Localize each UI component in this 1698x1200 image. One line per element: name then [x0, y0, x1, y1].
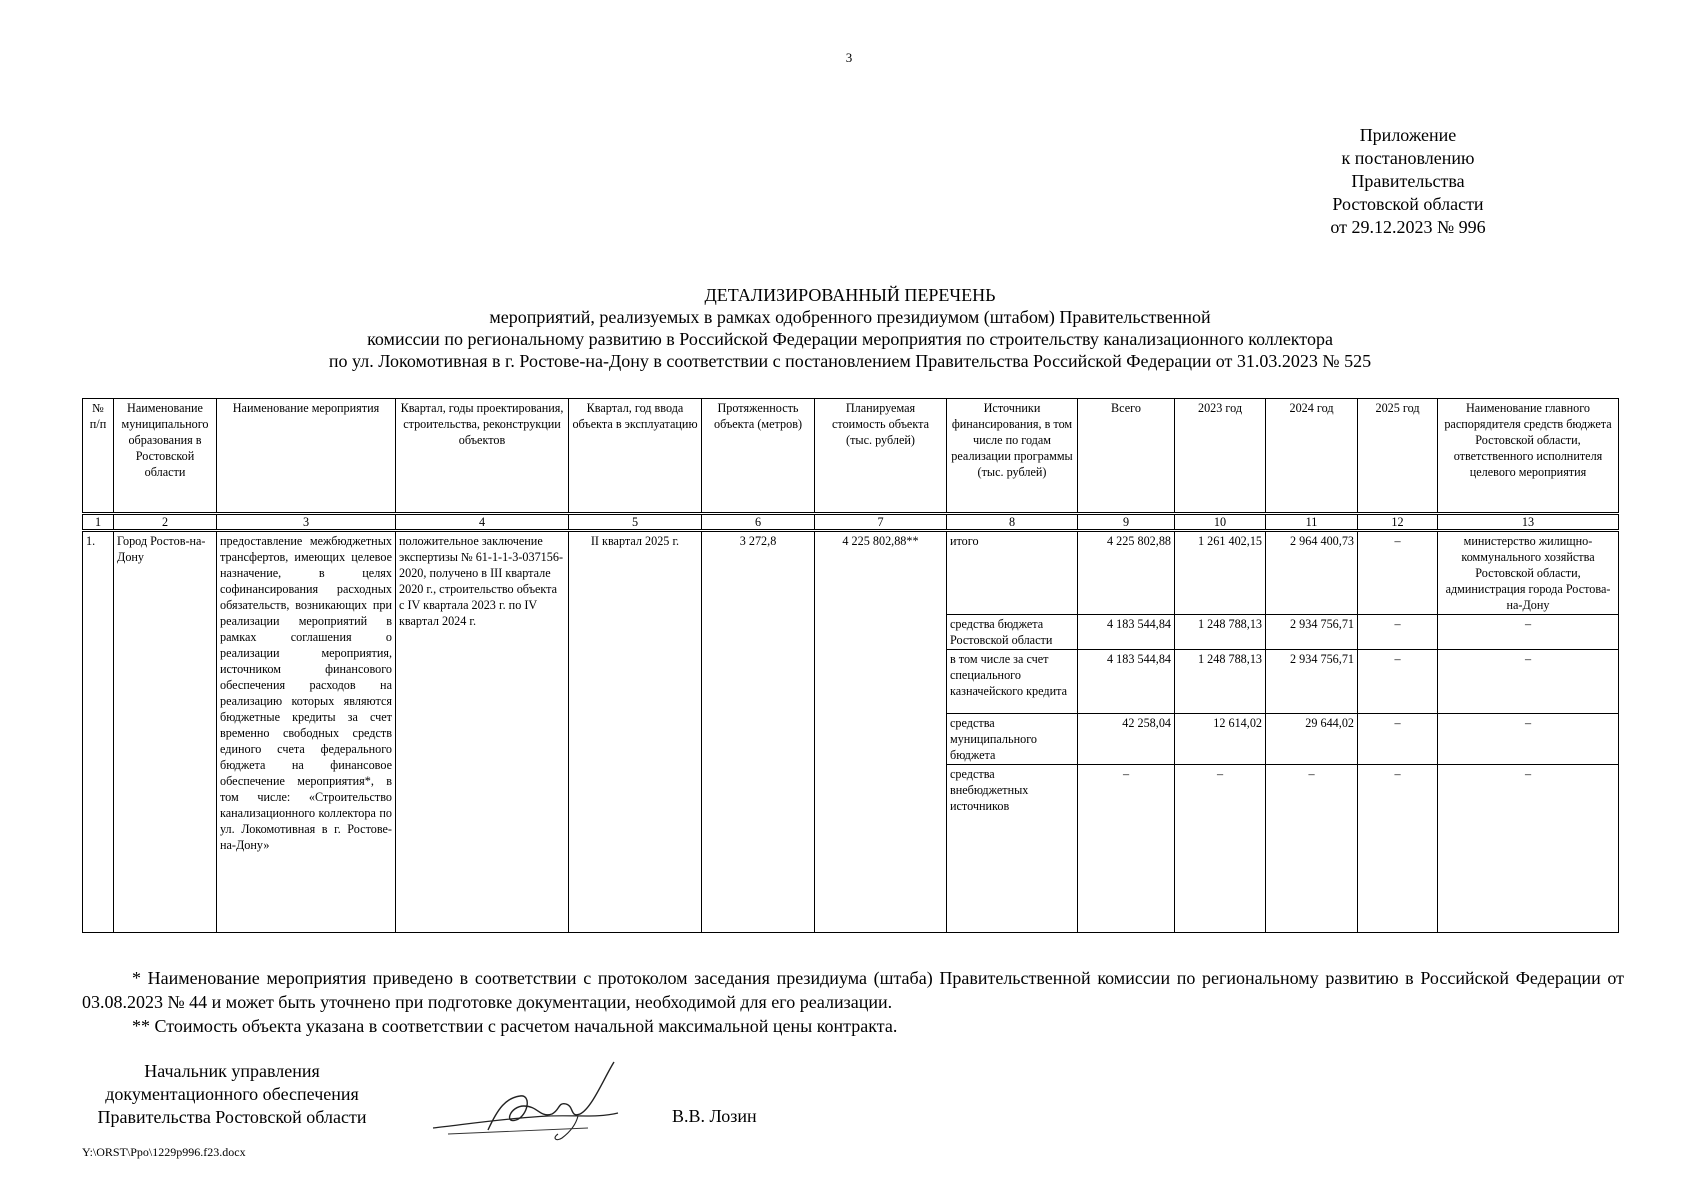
cell-executor: –	[1438, 615, 1619, 650]
col-header-total: Всего	[1078, 399, 1175, 514]
cell-2024: 29 644,02	[1266, 714, 1358, 765]
col-header-length: Протяженность объекта (метров)	[702, 399, 815, 514]
col-number: 6	[702, 514, 815, 531]
cell-2024: 2 934 756,71	[1266, 650, 1358, 714]
col-number: 1	[83, 514, 114, 531]
cell-total: 4 225 802,88	[1078, 531, 1175, 615]
handwritten-signature	[428, 1058, 638, 1148]
document-title	[80, 284, 1620, 372]
footnote-2: ** Стоимость объекта указана в соответствии с расчетом начальной максимальной цены контракта.	[132, 1016, 898, 1036]
cell-2024: 2 964 400,73	[1266, 531, 1358, 615]
col-number: 12	[1358, 514, 1438, 531]
cell-2023: 1 261 402,15	[1175, 531, 1266, 615]
file-path: Y:\ORST\Ppo\1229p996.f23.docx	[82, 1145, 246, 1159]
appendix-line: Правительства	[1351, 171, 1465, 191]
footnotes	[82, 966, 1624, 1038]
cell-executor: министерство жилищно-коммунального хозяйства Ростовской области, администрация города Ростова-на-Дону	[1438, 531, 1619, 615]
cell-total: 4 183 544,84	[1078, 650, 1175, 714]
title-line: по ул. Локомотивная в г. Ростове-на-Дону в соответствии с постановлением Правительства Российской Федерации от 31.03.2023 № 525	[328, 351, 1372, 371]
cell-2023: 12 614,02	[1175, 714, 1266, 765]
appendix-line: Ростовской области	[1332, 194, 1484, 214]
cell-2023: 1 248 788,13	[1175, 615, 1266, 650]
signer-title-line: Начальник управления	[144, 1061, 320, 1081]
cell-measure: предоставление межбюджетных трансфертов, имеющих целевое назначение, в целях софинансирования расходных обязательств, возникающих при реализации мероприятий в рамках соглашения о реализации мероприятия, источником финансового обеспечения расходов на реализацию которых являются бюджетные кредиты за счет временно свободных средств единого счета федерального бюджета на финансовое обеспечение мероприятия*, в том числе: «Строительство канализационного коллектора по ул. Локомотивная в г. Ростове-на-Дону»	[217, 531, 396, 933]
cell-total: 4 183 544,84	[1078, 615, 1175, 650]
cell-executor: –	[1438, 650, 1619, 714]
col-header-cost: Планируемая стоимость объекта (тыс. рублей)	[815, 399, 947, 514]
cell-2023: 1 248 788,13	[1175, 650, 1266, 714]
appendix-line: к постановлению	[1341, 148, 1475, 168]
col-header-municipality: Наименование муниципального образования в Ростовской области	[114, 399, 217, 514]
cell-source-name: итого	[947, 531, 1078, 615]
cell-total: 42 258,04	[1078, 714, 1175, 765]
col-number: 9	[1078, 514, 1175, 531]
cell-2025: –	[1358, 531, 1438, 615]
appendix-line: Приложение	[1359, 125, 1457, 145]
appendix-block	[1288, 124, 1528, 239]
col-header-periods: Квартал, годы проектирования, строительства, реконструкции объектов	[396, 399, 569, 514]
cell-2025: –	[1358, 765, 1438, 933]
cell-source-name: средства бюджета Ростовской области	[947, 615, 1078, 650]
footnote-1: * Наименование мероприятия приведено в соответствии с протоколом заседания президиума (штаба) Правительственной комиссии по региональному развитию в Российской Федерации от 03.08.2023 № 44 и может быть уточнено при подготовке документации, необходимой для его реализации.	[82, 968, 1624, 1012]
col-header-executor: Наименование главного распорядителя средств бюджета Ростовской области, ответственного исполнителя целевого мероприятия	[1438, 399, 1619, 514]
cell-commissioning: II квартал 2025 г.	[569, 531, 702, 933]
title-line: мероприятий, реализуемых в рамках одобренного президиумом (штабом) Правительственной	[489, 307, 1211, 327]
signer-name: В.В. Лозин	[672, 1106, 757, 1126]
col-header-2024: 2024 год	[1266, 399, 1358, 514]
appendix-line: от 29.12.2023 № 996	[1330, 217, 1486, 237]
measures-table	[82, 398, 1619, 933]
col-number: 3	[217, 514, 396, 531]
col-header-sources: Источники финансирования, в том числе по годам реализации программы (тыс. рублей)	[947, 399, 1078, 514]
cell-source-name: в том числе за счет специального казначейского кредита	[947, 650, 1078, 714]
cell-cost: 4 225 802,88**	[815, 531, 947, 933]
col-number: 5	[569, 514, 702, 531]
cell-2025: –	[1358, 650, 1438, 714]
cell-municipality: Город Ростов-на-Дону	[114, 531, 217, 933]
cell-executor: –	[1438, 714, 1619, 765]
page-number: 3	[845, 50, 853, 65]
col-number: 8	[947, 514, 1078, 531]
cell-2024: –	[1266, 765, 1358, 933]
cell-2025: –	[1358, 615, 1438, 650]
signer-title-line: Правительства Ростовской области	[97, 1107, 367, 1127]
header-row	[83, 399, 1619, 514]
col-number: 4	[396, 514, 569, 531]
col-number: 11	[1266, 514, 1358, 531]
column-number-row	[83, 514, 1619, 531]
title-main: ДЕТАЛИЗИРОВАННЫЙ ПЕРЕЧЕНЬ	[704, 285, 996, 305]
col-number: 13	[1438, 514, 1619, 531]
col-header-num: № п/п	[83, 399, 114, 514]
signer-title-line: документационного обеспечения	[105, 1084, 359, 1104]
col-number: 2	[114, 514, 217, 531]
cell-num: 1.	[83, 531, 114, 933]
cell-source-name: средства внебюджетных источников	[947, 765, 1078, 933]
cell-periods: положительное заключение экспертизы № 61-1-1-3-037156-2020, получено в III квартале 2020 г., строительство объекта с IV квартала 2023 г. по IV квартал 2024 г.	[396, 531, 569, 933]
col-header-commissioning: Квартал, год ввода объекта в эксплуатацию	[569, 399, 702, 514]
col-header-measure: Наименование мероприятия	[217, 399, 396, 514]
title-line: комиссии по региональному развитию в Российской Федерации мероприятия по строительству канализационного коллектора	[367, 329, 1333, 349]
cell-length: 3 272,8	[702, 531, 815, 933]
cell-source-name: средства муниципального бюджета	[947, 714, 1078, 765]
cell-2025: –	[1358, 714, 1438, 765]
col-number: 10	[1175, 514, 1266, 531]
cell-total: –	[1078, 765, 1175, 933]
col-number: 7	[815, 514, 947, 531]
col-header-2025: 2025 год	[1358, 399, 1438, 514]
signer-title	[82, 1060, 382, 1129]
cell-2023: –	[1175, 765, 1266, 933]
col-header-2023: 2023 год	[1175, 399, 1266, 514]
table-row	[83, 531, 1619, 615]
cell-2024: 2 934 756,71	[1266, 615, 1358, 650]
cell-executor: –	[1438, 765, 1619, 933]
